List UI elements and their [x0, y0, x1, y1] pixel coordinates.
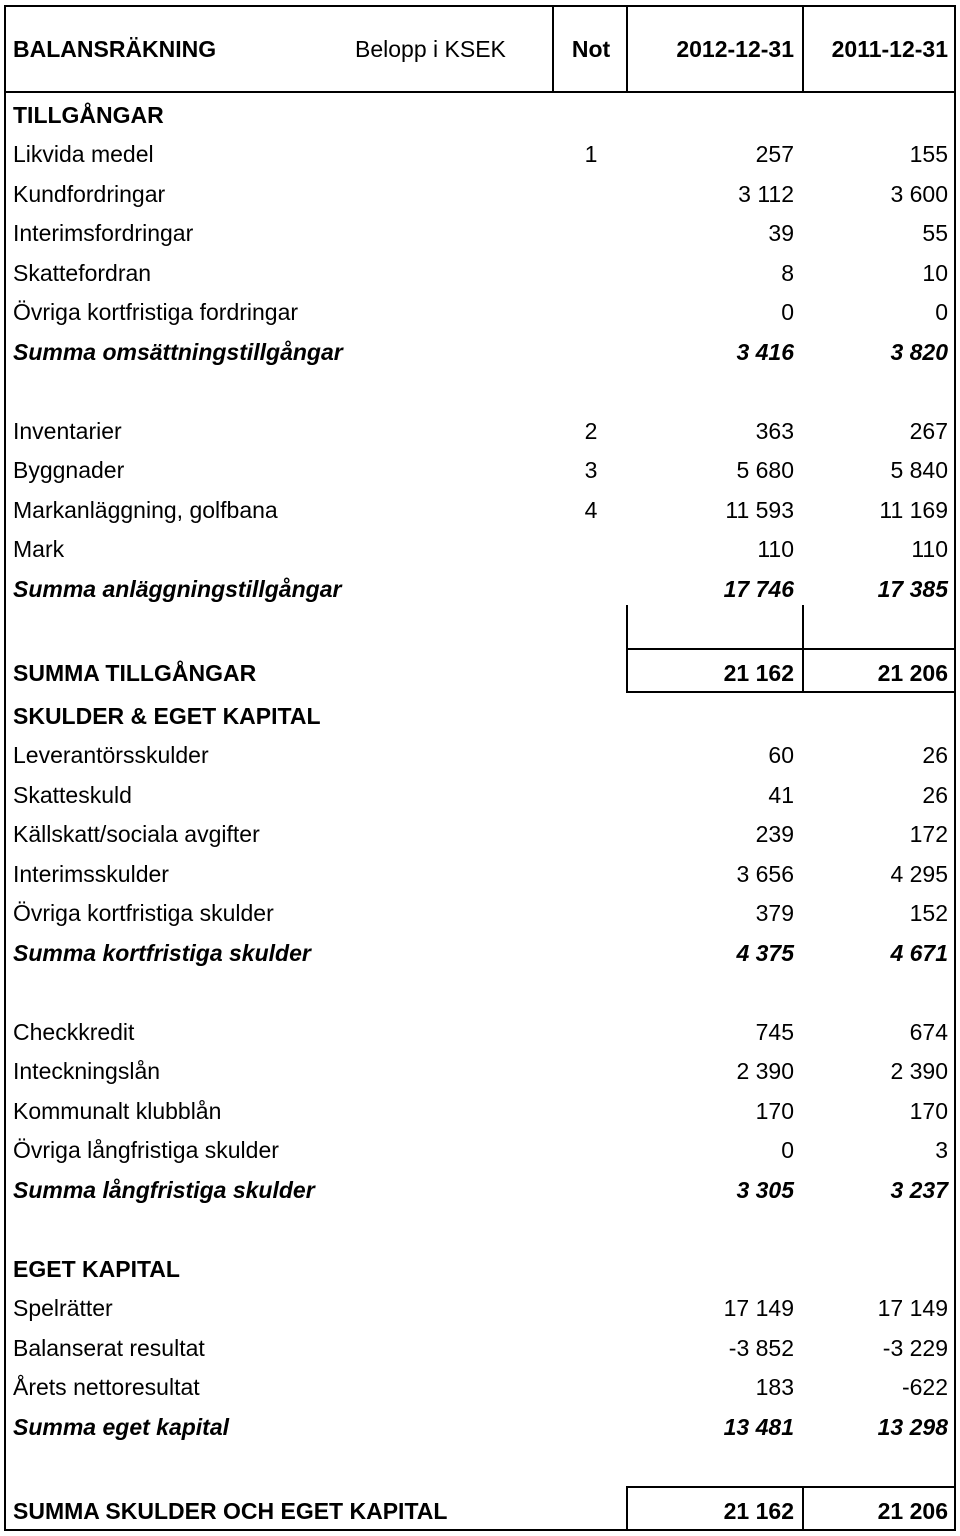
row-label: Interimsfordringar — [13, 220, 194, 246]
row-value-2011: 3 600 — [890, 181, 948, 207]
row-value-2012: 13 481 — [723, 1414, 794, 1440]
table-row — [0, 295, 960, 329]
row-value-2011: 152 — [909, 900, 948, 926]
row-value-2012: 110 — [757, 536, 794, 562]
row-label: Övriga kortfristiga fordringar — [13, 299, 299, 325]
row-value-2012: 183 — [755, 1374, 794, 1400]
frame-top — [4, 5, 956, 7]
row-value-2012: 379 — [755, 900, 794, 926]
header-bottom-rule — [4, 91, 956, 93]
row-label: Övriga kortfristiga skulder — [13, 900, 274, 926]
table-row — [0, 1094, 960, 1128]
row-label: Markanläggning, golfbana — [13, 497, 278, 523]
table-row — [0, 896, 960, 930]
row-label: Inteckningslån — [13, 1058, 161, 1084]
row-value-2011: 0 — [935, 299, 948, 325]
row-value-2012: 745 — [755, 1019, 794, 1045]
grand-total-row — [0, 1494, 960, 1528]
row-value-2012: 8 — [781, 260, 794, 286]
row-value-2012: 170 — [755, 1098, 794, 1124]
subtotal-row — [0, 572, 960, 606]
row-value-2012: 41 — [768, 782, 794, 808]
total-row — [0, 656, 960, 690]
unit-label: Belopp i KSEK — [355, 36, 506, 62]
table-row — [0, 493, 960, 527]
subtotal-row — [0, 335, 960, 369]
row-value-2011: 21 206 — [877, 660, 948, 686]
table-row — [0, 453, 960, 487]
row-value-2011: 155 — [909, 141, 948, 167]
row-label: Källskatt/sociala avgifter — [13, 821, 260, 847]
row-label: Byggnader — [13, 457, 125, 483]
table-row — [0, 817, 960, 851]
table-row — [0, 1291, 960, 1325]
section-heading — [0, 1252, 960, 1286]
row-value-2011: 172 — [909, 821, 948, 847]
row-value-2011: 5 840 — [890, 457, 948, 483]
box2-line-top — [626, 1486, 954, 1488]
row-value-2012: 60 — [768, 742, 794, 768]
table-row — [0, 857, 960, 891]
row-value-2012: 11 593 — [725, 497, 794, 523]
row-value-2012: 3 656 — [736, 861, 794, 887]
row-label: Kundfordringar — [13, 181, 166, 207]
row-label: SUMMA SKULDER OCH EGET KAPITAL — [13, 1498, 448, 1524]
row-value-2011: 17 385 — [877, 576, 948, 602]
row-value-2012: 0 — [781, 299, 794, 325]
row-label: Checkkredit — [13, 1019, 135, 1045]
table-row — [0, 1370, 960, 1404]
row-label: Summa långfristiga skulder — [13, 1177, 315, 1203]
row-value-2011: 26 — [922, 782, 948, 808]
row-value-2011: 11 169 — [879, 497, 948, 523]
sheet-title: BALANSRÄKNING — [13, 36, 217, 62]
table-row — [0, 414, 960, 448]
subtotal-row — [0, 1410, 960, 1444]
row-label: Summa omsättningstillgångar — [13, 339, 343, 365]
row-value-2011: 13 298 — [877, 1414, 948, 1440]
year-2012-header: 2012-12-31 — [676, 36, 794, 62]
row-label: Övriga långfristiga skulder — [13, 1137, 279, 1163]
row-value-2011: -3 229 — [882, 1335, 948, 1361]
header-row — [0, 32, 960, 66]
row-value-2011: -622 — [901, 1374, 948, 1400]
row-value-2011: 3 820 — [890, 339, 948, 365]
row-label: Interimsskulder — [13, 861, 169, 887]
row-value-2011: 17 149 — [877, 1295, 948, 1321]
row-value-2012: 2 390 — [736, 1058, 794, 1084]
row-label: Inventarier — [13, 418, 122, 444]
row-value-2012: 3 112 — [738, 181, 794, 207]
table-row — [0, 137, 960, 171]
row-value-2011: 3 237 — [890, 1177, 948, 1203]
year-2011-header: 2011-12-31 — [831, 36, 948, 62]
table-row — [0, 1331, 960, 1365]
row-label: Skatteskuld — [13, 782, 132, 808]
row-label: SKULDER & EGET KAPITAL — [13, 703, 321, 729]
row-value-2011: 267 — [909, 418, 948, 444]
row-label: Spelrätter — [13, 1295, 113, 1321]
table-row — [0, 1054, 960, 1088]
table-row — [0, 1133, 960, 1167]
row-label: Balanserat resultat — [13, 1335, 205, 1361]
box1-line-top — [626, 648, 954, 650]
box1-line-bottom — [626, 691, 954, 693]
section-heading — [0, 699, 960, 733]
row-value-2011: 10 — [922, 260, 948, 286]
row-value-2012: 21 162 — [723, 660, 794, 686]
subtotal-row — [0, 1173, 960, 1207]
row-label: Summa anläggningstillgångar — [13, 576, 342, 602]
row-value-2011: 4 295 — [890, 861, 948, 887]
row-value-2011: 4 671 — [890, 940, 948, 966]
row-value-2011: 674 — [909, 1019, 948, 1045]
row-value-2012: 0 — [781, 1137, 794, 1163]
row-value-2012: 3 305 — [736, 1177, 794, 1203]
row-value-2012: 5 680 — [736, 457, 794, 483]
row-value-2011: 170 — [909, 1098, 948, 1124]
row-label: Mark — [13, 536, 65, 562]
row-label: Leverantörsskulder — [13, 742, 209, 768]
frame-bottom — [4, 1529, 956, 1531]
row-label: EGET KAPITAL — [13, 1256, 180, 1282]
row-value-2012: 4 375 — [736, 940, 794, 966]
row-note: 4 — [584, 497, 598, 523]
row-label: Skattefordran — [13, 260, 152, 286]
row-value-2012: 17 746 — [723, 576, 794, 602]
table-row — [0, 778, 960, 812]
row-label: TILLGÅNGAR — [13, 102, 164, 128]
row-value-2011: 110 — [911, 536, 948, 562]
row-label: Årets nettoresultat — [13, 1374, 200, 1400]
row-value-2012: -3 852 — [728, 1335, 794, 1361]
row-value-2011: 3 — [935, 1137, 948, 1163]
table-row — [0, 1015, 960, 1049]
row-value-2011: 2 390 — [890, 1058, 948, 1084]
row-label: Kommunalt klubblån — [13, 1098, 222, 1124]
row-note: 1 — [584, 141, 598, 167]
row-value-2012: 3 416 — [736, 339, 794, 365]
row-note: 2 — [584, 418, 598, 444]
note-column-header: Not — [571, 36, 611, 62]
row-value-2012: 363 — [755, 418, 794, 444]
row-value-2011: 26 — [922, 742, 948, 768]
row-label: Likvida medel — [13, 141, 154, 167]
row-label: Summa kortfristiga skulder — [13, 940, 311, 966]
row-label: Summa eget kapital — [13, 1414, 230, 1440]
row-label: SUMMA TILLGÅNGAR — [13, 660, 257, 686]
row-value-2012: 257 — [755, 141, 794, 167]
subtotal-row — [0, 936, 960, 970]
table-row — [0, 738, 960, 772]
section-heading — [0, 98, 960, 132]
row-value-2012: 17 149 — [723, 1295, 794, 1321]
row-value-2011: 55 — [922, 220, 948, 246]
row-value-2012: 39 — [768, 220, 794, 246]
row-value-2012: 21 162 — [723, 1498, 794, 1524]
row-value-2011: 21 206 — [877, 1498, 948, 1524]
row-note: 3 — [584, 457, 598, 483]
table-row — [0, 216, 960, 250]
row-value-2012: 239 — [755, 821, 794, 847]
table-row — [0, 177, 960, 211]
table-row — [0, 532, 960, 566]
table-row — [0, 256, 960, 290]
